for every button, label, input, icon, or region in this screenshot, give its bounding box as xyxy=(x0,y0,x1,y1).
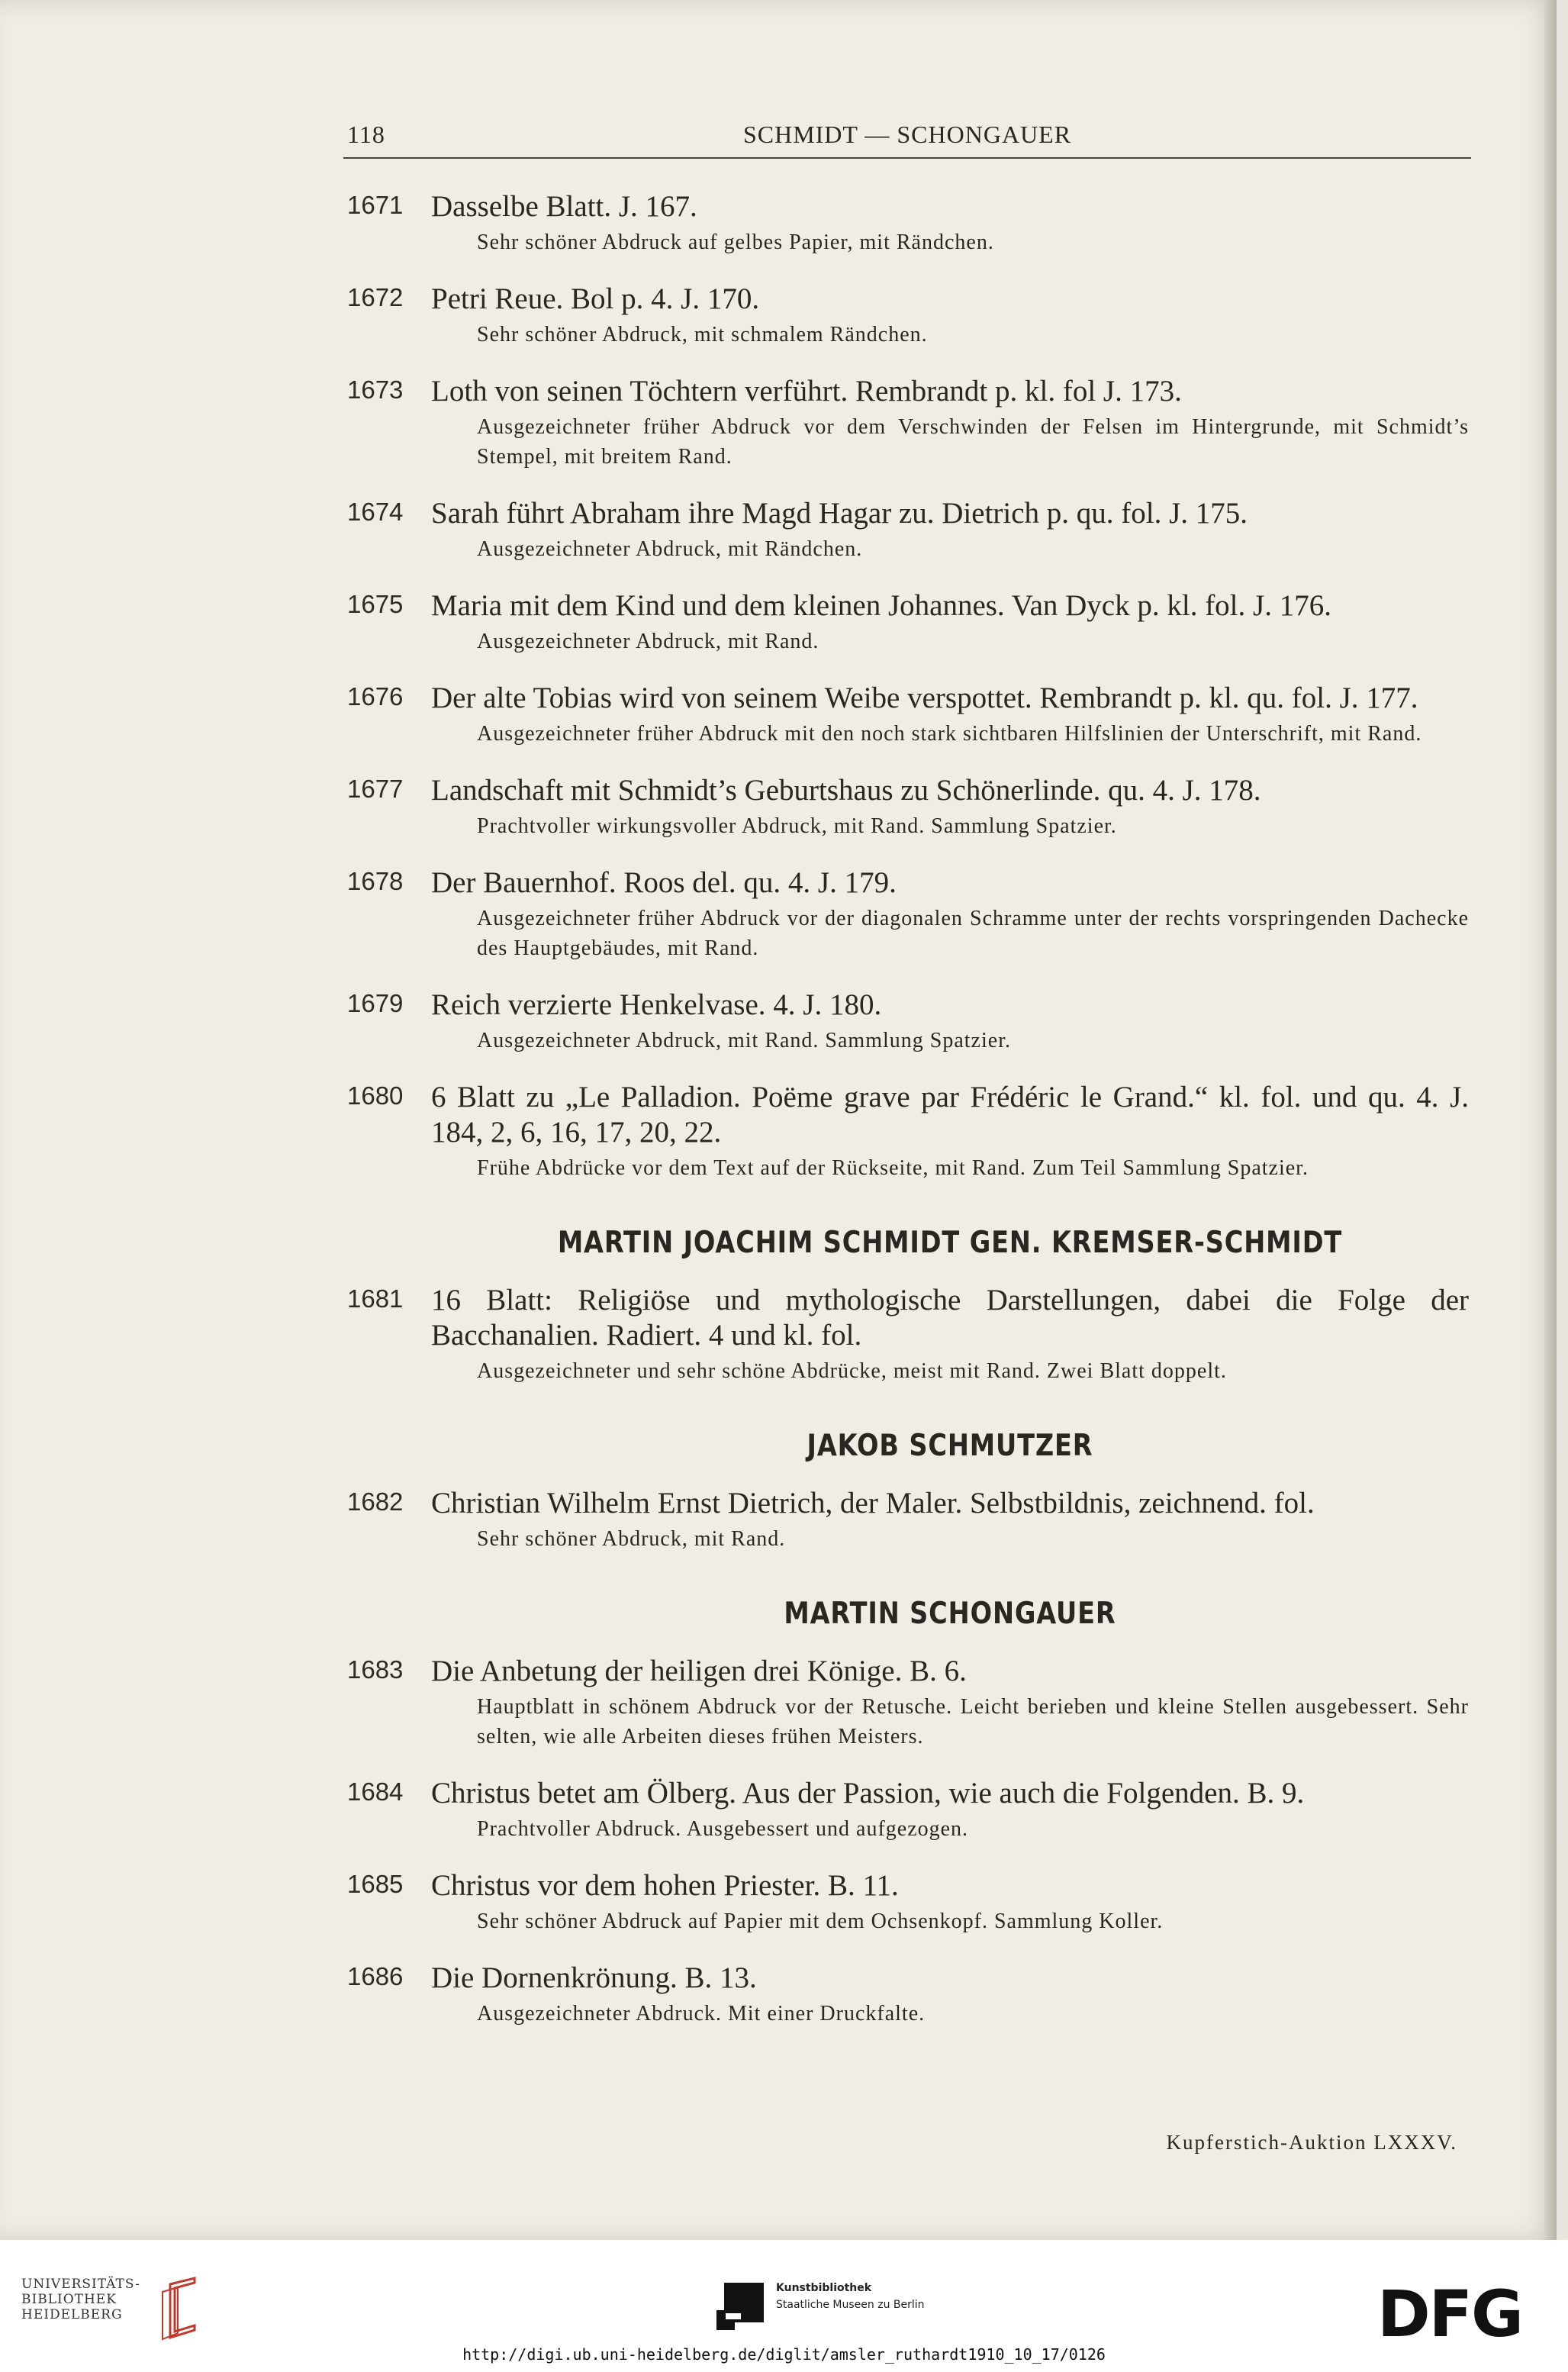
lot-number: 1684 xyxy=(347,1777,404,1806)
source-url[interactable]: http://digi.ub.uni-heidelberg.de/diglit/amsler_ruthardt1910_10_17/0126 xyxy=(462,2345,1106,2364)
page-spine-shadow xyxy=(1544,0,1557,2240)
lot-title: Landschaft mit Schmidt’s Geburtshaus zu Schönerlinde. qu. 4. J. 178. xyxy=(431,774,1261,807)
lot-number: 1681 xyxy=(347,1284,404,1313)
lot-title: Christus betet am Ölberg. Aus der Passion, wie auch die Folgenden. B. 9. xyxy=(431,1777,1305,1810)
lot-title: Die Dornenkrönung. B. 13. xyxy=(431,1961,757,1994)
lot-title: Christus vor dem hohen Priester. B. 11. xyxy=(431,1869,899,1902)
lot-number: 1671 xyxy=(347,191,404,219)
university-library-text: UNIVERSITÄTS- BIBLIOTHEK HEIDELBERG xyxy=(21,2277,140,2322)
lot-title: Christian Wilhelm Ernst Dietrich, der Maler. Selbstbildnis, zeichnend. fol. xyxy=(431,1487,1315,1520)
lot-title: Maria mit dem Kind und dem kleinen Johannes. Van Dyck p. kl. fol. J. 176. xyxy=(431,589,1331,622)
lot-number: 1685 xyxy=(347,1870,404,1898)
lot-description: Prachtvoller wirkungsvoller Abdruck, mit Rand. Sammlung Spatzier. xyxy=(477,814,1117,838)
lot-number: 1683 xyxy=(347,1655,404,1684)
lot-description: Hauptblatt in schönem Abdruck vor der Retusche. Leicht berieben und kleine Stellen ausgebessert. Sehr selten, wie alle Arbeiten dieses frühen Meisters. xyxy=(477,1695,1469,1748)
lot-title: Sarah führt Abraham ihre Magd Hagar zu. Dietrich p. qu. fol. J. 175. xyxy=(431,497,1248,530)
lot-title: 16 Blatt: Religiöse und mythologische Darstellungen, dabei die Folge der Bacchanalien. Radiert. 4 und kl. fol. xyxy=(431,1284,1469,1352)
header-rule xyxy=(343,157,1471,159)
lot-description: Ausgezeichneter früher Abdruck mit den noch stark sichtbaren Hilfslinien der Unterschrift, mit Rand. xyxy=(477,722,1422,746)
lot-number: 1675 xyxy=(347,590,404,618)
lot-description: Ausgezeichneter früher Abdruck vor dem Verschwinden der Felsen im Hintergrunde, mit Schmidt’s Stempel, mit breitem Rand. xyxy=(477,415,1469,469)
running-title: SCHMIDT — SCHONGAUER xyxy=(742,121,1072,148)
lot-description: Sehr schöner Abdruck, mit Rand. xyxy=(477,1527,786,1551)
lot-number: 1682 xyxy=(347,1487,404,1516)
lot-title: Dasselbe Blatt. J. 167. xyxy=(431,190,697,223)
lot-number: 1679 xyxy=(347,989,404,1017)
catalog-entry xyxy=(347,1654,1469,1752)
lot-number: 1677 xyxy=(347,775,404,803)
section-heading-kremser-schmidt: MARTIN JOACHIM SCHMIDT GEN. KREMSER-SCHMIDT xyxy=(557,1226,1343,1260)
library-emblem-icon xyxy=(147,2277,208,2345)
catalog-entry xyxy=(347,282,1469,350)
lot-description: Frühe Abdrücke vor dem Text auf der Rückseite, mit Rand. Zum Teil Sammlung Spatzier. xyxy=(477,1156,1309,1180)
lot-number: 1678 xyxy=(347,867,404,895)
lot-title: Der Bauernhof. Roos del. qu. 4. J. 179. xyxy=(431,866,897,899)
dfg-logo[interactable]: DFG xyxy=(1376,2277,1522,2351)
lot-description: Ausgezeichneter Abdruck, mit Rand. xyxy=(477,630,819,653)
catalog-entry xyxy=(347,496,1469,564)
catalog-content xyxy=(347,189,1469,2053)
lot-title: Reich verzierte Henkelvase. 4. J. 180. xyxy=(431,988,882,1021)
catalog-entry xyxy=(347,1776,1469,1844)
lot-number: 1676 xyxy=(347,682,404,711)
catalog-entry xyxy=(347,681,1469,749)
catalog-entry xyxy=(347,865,1469,963)
lot-number: 1673 xyxy=(347,375,404,404)
catalog-entry xyxy=(347,773,1469,841)
catalog-entry xyxy=(347,189,1469,257)
lot-description: Sehr schöner Abdruck auf gelbes Papier, mit Rändchen. xyxy=(477,230,994,254)
lot-title: Die Anbetung der heiligen drei Könige. B. 6. xyxy=(431,1655,967,1687)
lot-title: Loth von seinen Töchtern verführt. Rembrandt p. kl. fol J. 173. xyxy=(431,375,1182,408)
lot-description: Ausgezeichneter Abdruck. Mit einer Druckfalte. xyxy=(477,2002,926,2026)
lot-description: Sehr schöner Abdruck, mit schmalem Rändchen. xyxy=(477,323,928,346)
page-number: 118 xyxy=(347,121,385,148)
catalog-entry xyxy=(347,1283,1469,1386)
lot-description: Ausgezeichneter und sehr schöne Abdrücke, meist mit Rand. Zwei Blatt doppelt. xyxy=(477,1359,1227,1383)
lot-description: Ausgezeichneter früher Abdruck vor der diagonalen Schramme unter der rechts vorspringenden Dachecke des Hauptgebäudes, mit Rand. xyxy=(477,907,1469,960)
catalog-entry xyxy=(347,588,1469,656)
catalog-entry xyxy=(347,988,1469,1055)
university-library-logo[interactable] xyxy=(21,2277,220,2345)
catalog-entry xyxy=(347,1961,1469,2029)
digitization-footer xyxy=(0,2240,1568,2372)
catalog-entry xyxy=(347,1080,1469,1183)
running-head xyxy=(347,121,1467,151)
kunstbibliothek-icon xyxy=(713,2280,767,2333)
catalog-entry xyxy=(347,374,1469,472)
lot-description: Ausgezeichneter Abdruck, mit Rand. Sammlung Spatzier. xyxy=(477,1029,1011,1052)
catalog-entry xyxy=(347,1486,1469,1554)
lot-number: 1674 xyxy=(347,498,404,526)
lot-title: 6 Blatt zu „Le Palladion. Poëme grave par Frédéric le Grand.“ kl. fol. und qu. 4. J. 184, 2, 6, 16, 17, 20, 22. xyxy=(431,1081,1469,1149)
lot-number: 1672 xyxy=(347,283,404,311)
catalog-signature: Kupferstich-Auktion LXXXV. xyxy=(1166,2131,1457,2154)
section-heading-schongauer: MARTIN SCHONGAUER xyxy=(784,1597,1116,1631)
lot-description: Ausgezeichneter Abdruck, mit Rändchen. xyxy=(477,537,863,561)
lot-number: 1680 xyxy=(347,1081,404,1110)
lot-title: Petri Reue. Bol p. 4. J. 170. xyxy=(431,282,760,315)
lot-description: Prachtvoller Abdruck. Ausgebessert und aufgezogen. xyxy=(477,1817,969,1841)
lot-description: Sehr schöner Abdruck auf Papier mit dem Ochsenkopf. Sammlung Koller. xyxy=(477,1910,1164,1933)
kunstbibliothek-text: Kunstbibliothek Staatliche Museen zu Berlin xyxy=(776,2282,925,2311)
section-heading-schmutzer: JAKOB SCHMUTZER xyxy=(807,1429,1093,1463)
lot-number: 1686 xyxy=(347,1962,404,1990)
lot-title: Der alte Tobias wird von seinem Weibe verspottet. Rembrandt p. kl. qu. fol. J. 177. xyxy=(431,682,1418,714)
catalog-entry xyxy=(347,1868,1469,1936)
